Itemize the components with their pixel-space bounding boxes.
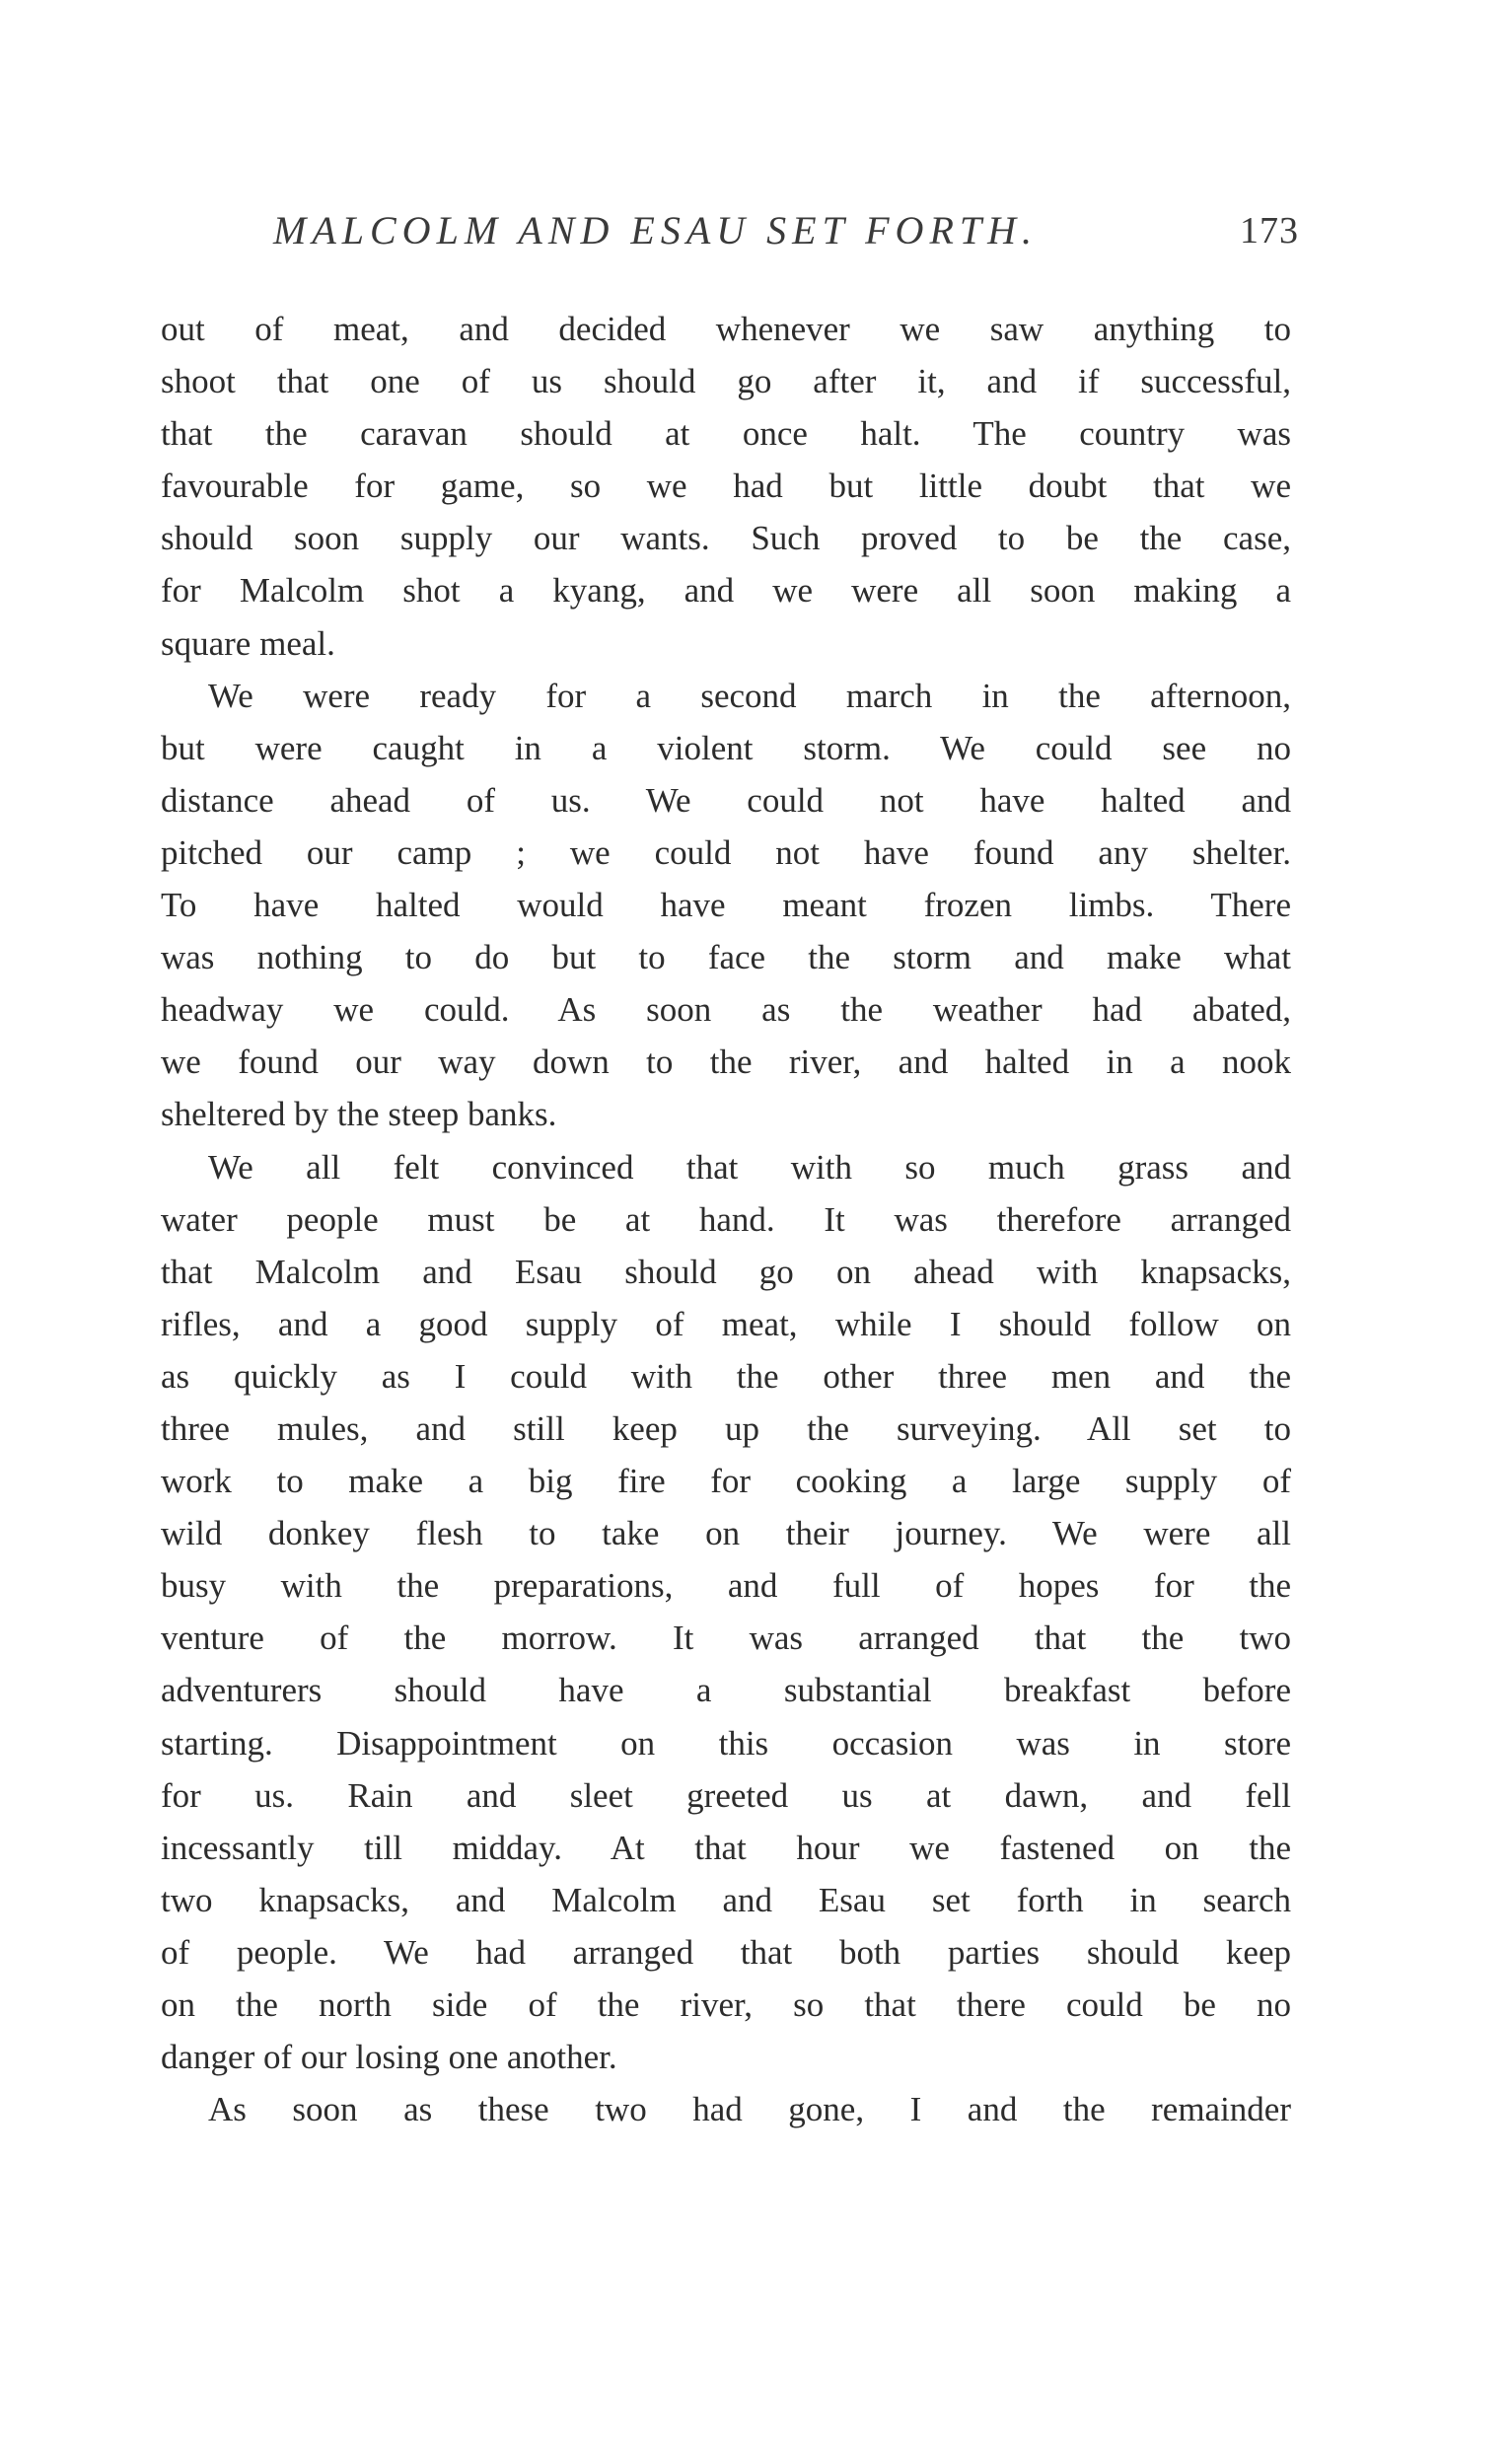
text-line: of people. We had arranged that both parties should keep: [161, 1932, 1291, 1972]
text-line: We all felt convinced that with so much grass and: [208, 1147, 1291, 1187]
text-line: starting. Disappointment on this occasion was in store: [161, 1723, 1291, 1763]
text-line: distance ahead of us. We could not have halted and: [161, 780, 1291, 820]
page-number: 173: [1240, 210, 1299, 252]
text-line: for us. Rain and sleet greeted us at dawn, and fell: [161, 1775, 1291, 1815]
text-line: sheltered by the steep banks.: [161, 1095, 557, 1134]
text-line: that Malcolm and Esau should go on ahead with knapsacks,: [161, 1252, 1291, 1291]
text-line: water people must be at hand. It was therefore arranged: [161, 1199, 1291, 1239]
text-line: danger of our losing one another.: [161, 2038, 617, 2077]
text-line: but were caught in a violent storm. We could see no: [161, 728, 1291, 767]
text-line: incessantly till midday. At that hour we fastened on the: [161, 1828, 1291, 1867]
text-line: wild donkey flesh to take on their journey. We were all: [161, 1514, 1291, 1553]
text-line: for Malcolm shot a kyang, and we were all soon making a: [161, 571, 1291, 611]
text-line: shoot that one of us should go after it, and if successful,: [161, 362, 1291, 401]
text-line: out of meat, and decided whenever we saw anything to: [161, 310, 1291, 348]
text-line: square meal.: [161, 623, 335, 663]
text-line: headway we could. As soon as the weather had abated,: [161, 990, 1291, 1030]
text-line: pitched our camp ; we could not have found any shelter.: [161, 832, 1291, 872]
text-line: To have halted would have meant frozen limbs. There: [161, 886, 1291, 925]
text-line: three mules, and still keep up the surveying. All set to: [161, 1408, 1291, 1448]
text-line: rifles, and a good supply of meat, while I should follow on: [161, 1304, 1291, 1343]
text-line: two knapsacks, and Malcolm and Esau set forth in search: [161, 1880, 1291, 1919]
running-title: MALCOLM AND ESAU SET FORTH.: [273, 208, 1039, 252]
text-line: that the caravan should at once halt. The country was: [161, 414, 1291, 454]
running-head: [273, 207, 1299, 266]
text-line: We were ready for a second march in the afternoon,: [208, 676, 1291, 715]
text-line: favourable for game, so we had but little doubt that we: [161, 467, 1291, 506]
text-line: as quickly as I could with the other three men and the: [161, 1356, 1291, 1396]
text-line: busy with the preparations, and full of hopes for the: [161, 1566, 1291, 1606]
text-line: on the north side of the river, so that there could be no: [161, 1985, 1291, 2024]
text-line: work to make a big fire for cooking a large supply of: [161, 1462, 1291, 1501]
text-line: we found our way down to the river, and halted in a nook: [161, 1043, 1291, 1082]
text-line: As soon as these two had gone, I and the remainder: [208, 2090, 1291, 2129]
text-line: was nothing to do but to face the storm and make what: [161, 938, 1291, 977]
text-line: should soon supply our wants. Such proved to be the case,: [161, 519, 1291, 558]
body-text: [161, 303, 1291, 2135]
text-line: adventurers should have a substantial breakfast before: [161, 1671, 1291, 1710]
text-line: venture of the morrow. It was arranged that the two: [161, 1619, 1291, 1658]
